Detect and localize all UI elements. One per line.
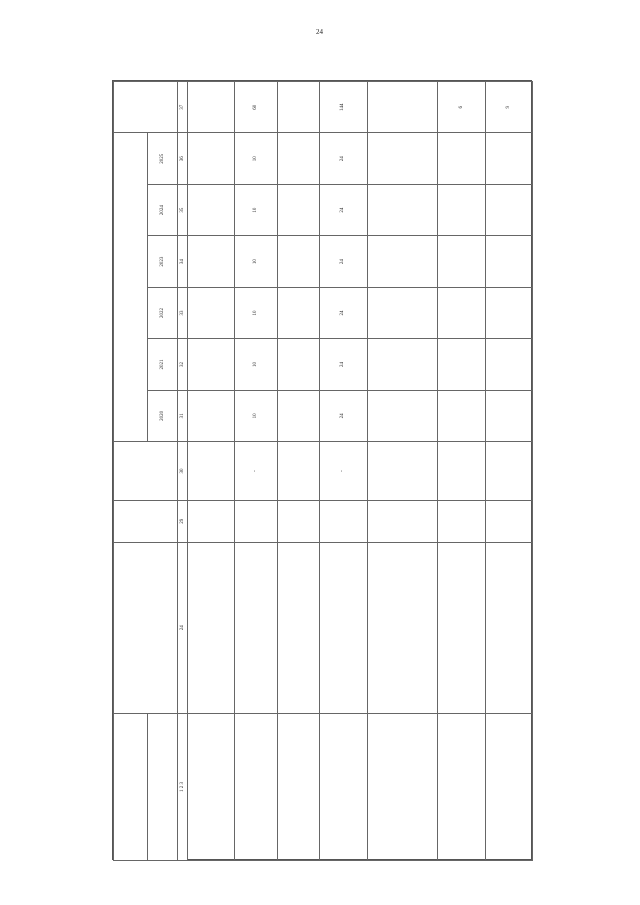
column-number: 37 xyxy=(178,82,188,133)
year-value-cell xyxy=(438,184,485,235)
year-value-cell: 24 xyxy=(320,133,367,184)
year-value-cell xyxy=(277,390,320,441)
description-cell xyxy=(485,542,532,713)
year-value-cell xyxy=(188,287,235,338)
target-cell: 9 xyxy=(485,82,532,133)
code-cell xyxy=(320,714,367,861)
year-header: 2022 xyxy=(148,287,178,338)
year-value-cell xyxy=(367,133,438,184)
year-value-cell xyxy=(485,390,532,441)
unit-cell xyxy=(485,500,532,542)
description-cell xyxy=(438,542,485,713)
baseline-cell: - xyxy=(320,442,367,501)
code-cell xyxy=(188,714,235,861)
year-value-cell: 10 xyxy=(235,339,278,390)
budget-classification-header xyxy=(114,714,148,861)
year-value-cell: 24 xyxy=(320,184,367,235)
year-value-cell xyxy=(438,339,485,390)
year-value-cell xyxy=(438,287,485,338)
rotated-table-frame xyxy=(112,80,532,860)
year-value-cell xyxy=(485,339,532,390)
table-row xyxy=(188,82,235,861)
description-cell xyxy=(277,542,320,713)
baseline-cell xyxy=(367,442,438,501)
year-value-cell xyxy=(277,287,320,338)
year-value-cell: 24 xyxy=(320,287,367,338)
page-number: 24 xyxy=(316,28,323,36)
year-header: 2023 xyxy=(148,236,178,287)
year-value-cell xyxy=(485,236,532,287)
column-number: 30 xyxy=(178,442,188,501)
column-number: 33 xyxy=(178,287,188,338)
year-value-cell xyxy=(188,236,235,287)
year-value-cell xyxy=(367,287,438,338)
unit-cell xyxy=(277,500,320,542)
year-value-cell xyxy=(188,390,235,441)
table-row xyxy=(485,82,532,861)
year-value-cell xyxy=(438,390,485,441)
column-number: 1 2 3 xyxy=(178,714,188,861)
year-header: 2020 xyxy=(148,390,178,441)
unit-cell xyxy=(320,500,367,542)
baseline-cell xyxy=(438,442,485,501)
year-value-cell xyxy=(438,133,485,184)
year-value-cell xyxy=(485,287,532,338)
code-cell xyxy=(438,714,485,861)
target-cell: 144 xyxy=(320,82,367,133)
year-value-cell: 10 xyxy=(235,287,278,338)
baseline-cell: - xyxy=(235,442,278,501)
year-value-cell xyxy=(188,184,235,235)
code-columns-header xyxy=(148,714,178,861)
year-value-cell xyxy=(367,236,438,287)
table-body xyxy=(188,82,533,861)
year-value-cell xyxy=(438,236,485,287)
program-indicator-table xyxy=(113,81,533,861)
year-value-cell: 10 xyxy=(235,133,278,184)
code-cell xyxy=(367,714,438,861)
unit-cell xyxy=(367,500,438,542)
program-years-header xyxy=(114,133,148,442)
description-cell xyxy=(320,542,367,713)
year-value-cell: 24 xyxy=(320,236,367,287)
code-cell xyxy=(235,714,278,861)
description-cell xyxy=(188,542,235,713)
year-header: 2024 xyxy=(148,184,178,235)
baseline-cell xyxy=(485,442,532,501)
year-value-cell: 10 xyxy=(235,390,278,441)
table-row xyxy=(320,82,367,861)
year-value-cell: 24 xyxy=(320,390,367,441)
year-value-cell xyxy=(485,184,532,235)
year-value-cell xyxy=(485,133,532,184)
year-value-cell xyxy=(277,339,320,390)
year-value-cell xyxy=(188,339,235,390)
year-value-cell: 24 xyxy=(320,339,367,390)
year-value-cell: 10 xyxy=(235,236,278,287)
target-cell: 6 xyxy=(438,82,485,133)
unit-cell xyxy=(188,500,235,542)
unit-cell xyxy=(438,500,485,542)
year-value-cell: 10 xyxy=(235,184,278,235)
code-cell xyxy=(485,714,532,861)
baseline-cell xyxy=(188,442,235,501)
target-header xyxy=(114,82,178,133)
column-number: 31 xyxy=(178,390,188,441)
year-value-cell xyxy=(277,236,320,287)
year-value-cell xyxy=(367,339,438,390)
table-row xyxy=(438,82,485,861)
year-value-cell xyxy=(277,184,320,235)
target-cell: 60 xyxy=(235,82,278,133)
table-rotation-wrapper xyxy=(113,81,533,861)
baseline-cell xyxy=(277,442,320,501)
column-number: 35 xyxy=(178,184,188,235)
column-number: 24 xyxy=(178,542,188,713)
baseline-header xyxy=(114,442,178,501)
year-header: 2021 xyxy=(148,339,178,390)
description-cell xyxy=(367,542,438,713)
year-value-cell xyxy=(188,133,235,184)
column-number: 34 xyxy=(178,236,188,287)
unit-cell xyxy=(235,500,278,542)
target-cell xyxy=(188,82,235,133)
year-value-cell xyxy=(367,390,438,441)
code-cell xyxy=(277,714,320,861)
target-cell xyxy=(367,82,438,133)
table-row xyxy=(367,82,438,861)
unit-header xyxy=(114,500,178,542)
table-row xyxy=(235,82,278,861)
year-value-cell xyxy=(367,184,438,235)
description-cell xyxy=(235,542,278,713)
column-number: 29 xyxy=(178,500,188,542)
table-row xyxy=(277,82,320,861)
column-number: 32 xyxy=(178,339,188,390)
year-value-cell xyxy=(277,133,320,184)
target-cell xyxy=(277,82,320,133)
year-header: 2025 xyxy=(148,133,178,184)
column-number: 36 xyxy=(178,133,188,184)
description-header xyxy=(114,542,178,713)
